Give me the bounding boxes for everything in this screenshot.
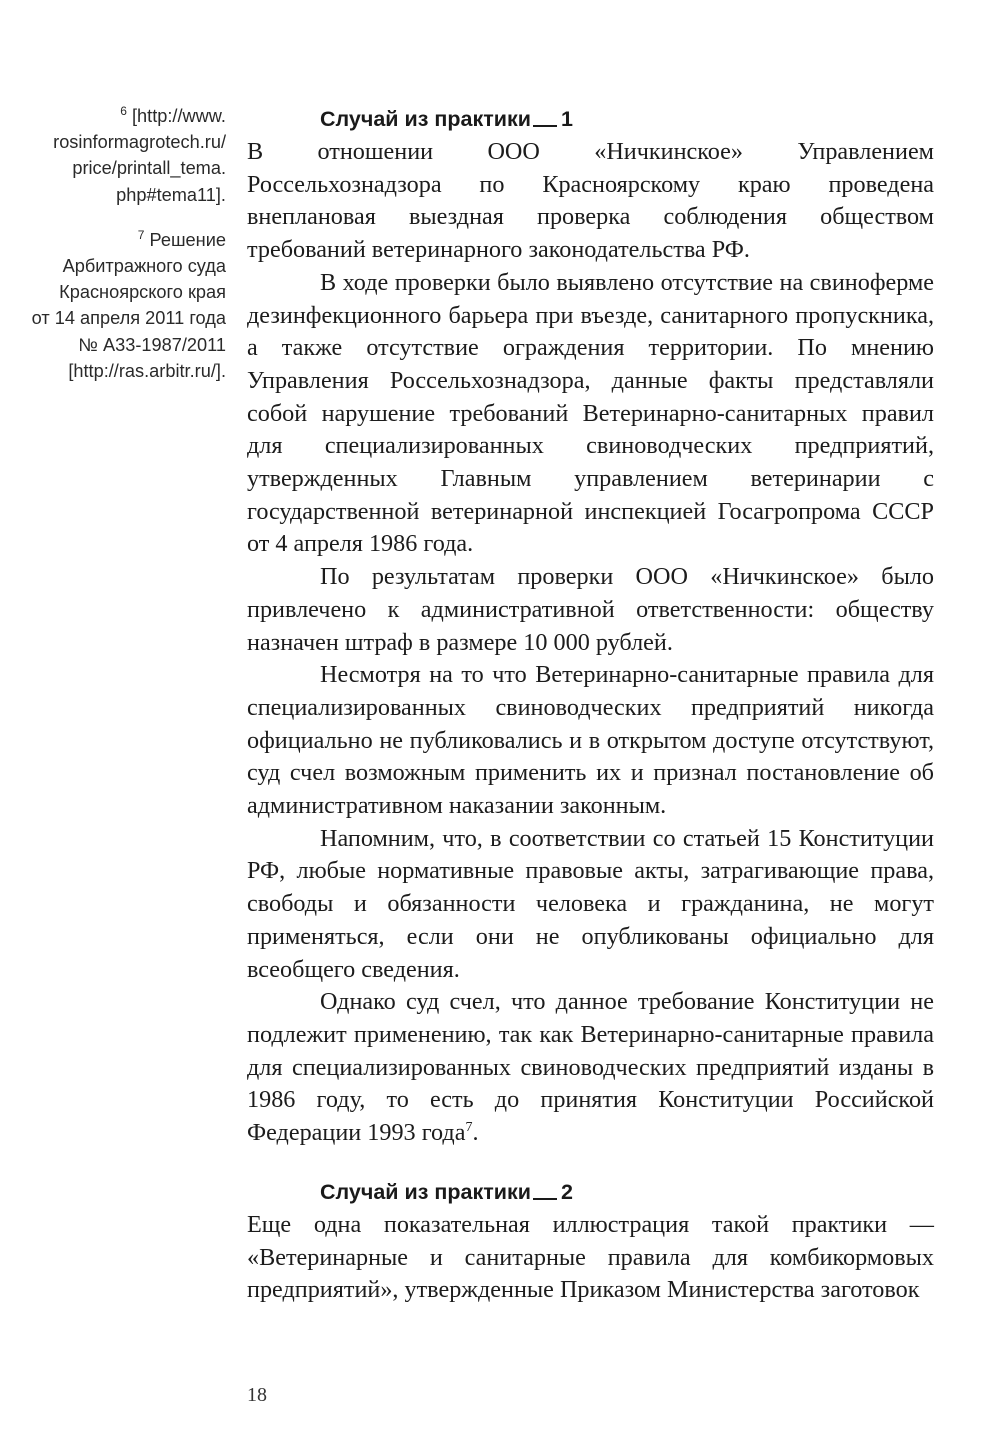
main-text [247, 105, 934, 1307]
case-1-number: 1 [560, 107, 573, 131]
footnote-7-mark: 7 [137, 227, 145, 242]
section-gap [247, 1150, 934, 1178]
footnote-6 [0, 103, 226, 208]
footnote-6-mark: 6 [120, 104, 127, 118]
footnote-ref-7: 7 [465, 1120, 473, 1136]
footnote-6-text: [http://www. rosinformagrotech.ru/ price/printall_tema. php#tema11]. [53, 106, 226, 205]
case-1-paragraph-6-text: Однако суд счел, что данное требование Конституции не подлежит применению, так как Ветеринарно-санитарные правила для специализированных свиноводческих предприятий изданы в 1986 году, то есть до принятия Конституции Российской Федерации 1993 года [247, 988, 934, 1147]
heading-underline [533, 125, 557, 127]
case-1-heading [320, 105, 934, 133]
heading-underline [533, 1198, 557, 1200]
case-2-heading [320, 1178, 934, 1206]
case-1-heading-label: Случай из практики [320, 107, 531, 131]
case-2-number: 2 [560, 1179, 573, 1204]
case-1-paragraph-4: Несмотря на то что Ветеринарно-санитарные правила для специализированных свиноводческих предприятий никогда официально не публиковались и в открытом доступе отсутствуют, суд счел возможным применить их и признал постановление об административном наказании законным. [247, 661, 934, 820]
case-2-paragraph-1: Еще одна показательная иллюстрация такой практики — «Ветеринарные и санитарные правила для комбикормовых предприятий», утвержденные Приказом Министерства заготовок [247, 1210, 934, 1304]
page-number: 18 [247, 1384, 267, 1406]
footnote-7-text: Решение Арбитражного суда Красноярского края от 14 апреля 2011 года № А33-1987/2011 [http://ras.arbitr.ru/]. [31, 229, 226, 381]
case-2-heading-label: Случай из практики [320, 1179, 531, 1204]
case-1-paragraph-6: Однако суд счел, что данное требование Конституции не подлежит применению, так как Ветеринарно-санитарные правила для специализированных свиноводческих предприятий изданы в 1986 году, то есть до принятия Конституции Российской Федерации 1993 года$^7$. [247, 988, 934, 1147]
footnote-7 [0, 227, 226, 384]
case-1-paragraph-1: В отношении ООО «Ничкинское» Управлением Россельхознадзора по Красноярскому краю проведена внеплановая выездная проверка соблюдения обществом требований ветеринарного законодательства РФ. [247, 138, 934, 264]
case-1-paragraph-3: По результатам проверки ООО «Ничкинское» было привлечено к административной ответственности: обществу назначен штраф в размере 10 000 рублей. [247, 563, 934, 656]
case-1-paragraph-5: Напомним, что, в соответствии со статьей 15 Конституции РФ, любые нормативные правовые акты, затрагивающие права, свободы и обязанности человека и гражданина, не могут применяться, если они не опубликованы официально для всеобщего сведения. [247, 824, 934, 983]
case-1-paragraph-2: В ходе проверки было выявлено отсутствие на свиноферме дезинфекционного барьера при въезде, санитарного пропускника, а также отсутствие ограждения территории. По мнению Управления Россельхознадзора, данные факты представляли собой нарушение требований Ветеринарно-санитарных правил для специализированных свиноводческих предприятий, утвержденных Главным управлением ветеринарии с государственной ветеринарной инспекцией Госагропрома СССР от 4 апреля 1986 года. [247, 268, 934, 558]
margin-notes [0, 103, 226, 403]
